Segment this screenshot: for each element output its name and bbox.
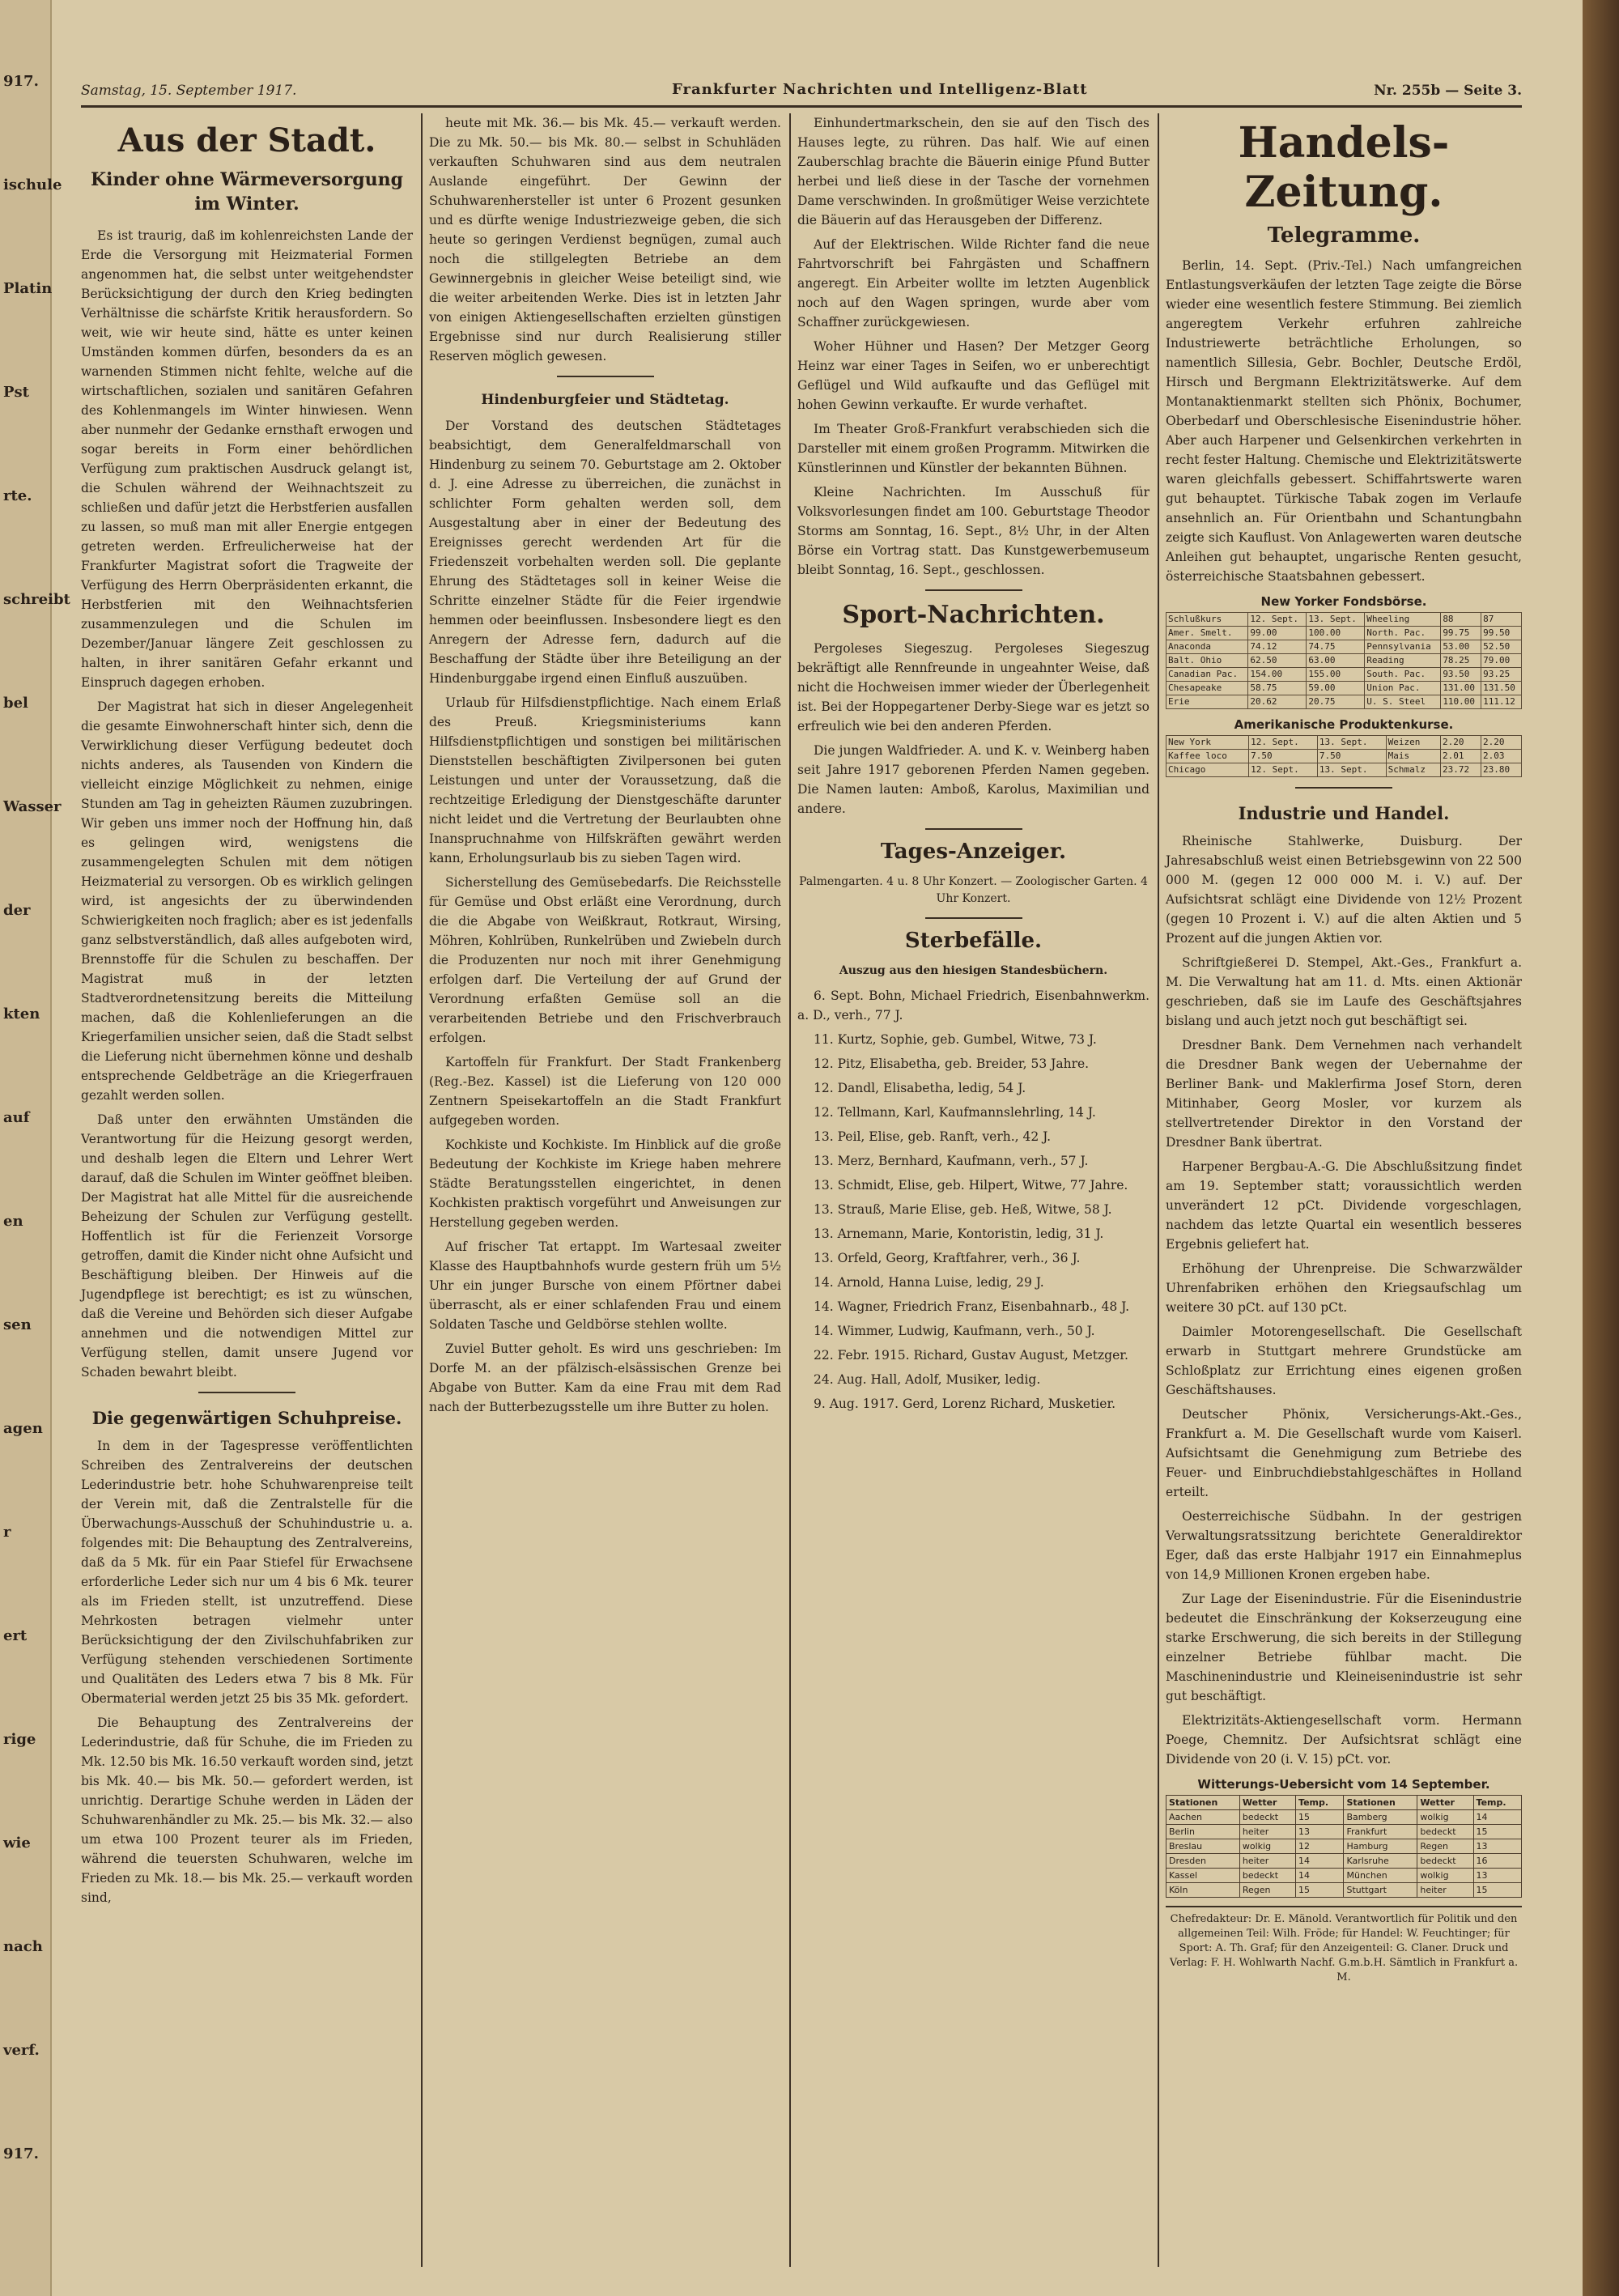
edge-fragment: r: [3, 1524, 11, 1541]
table-cell: Reading: [1365, 654, 1441, 668]
table-cell: 53.00: [1441, 640, 1481, 654]
death-entry: 12. Dandl, Elisabetha, ledig, 54 J.: [814, 1081, 1026, 1095]
weather-cell: bedeckt: [1239, 1810, 1295, 1825]
weather-cell: München: [1344, 1869, 1417, 1883]
table-cell: 20.75: [1307, 695, 1365, 709]
handels-zeitung-title: Handels-Zeitung.: [1238, 118, 1450, 217]
table-cell: 131.00: [1441, 682, 1481, 695]
table-cell: Amer. Smelt.: [1166, 627, 1248, 640]
table-cell: 7.50: [1317, 750, 1386, 763]
table-cell: 13. Sept.: [1307, 613, 1365, 627]
table-cell: 99.00: [1248, 627, 1307, 640]
weather-cell: heiter: [1239, 1825, 1295, 1839]
column-4: [1166, 113, 1522, 2267]
weather-cell: bedeckt: [1417, 1825, 1473, 1839]
article-paragraph: Die Behauptung des Zentralvereins der Lederindustrie, daß für Schuhe, die im Frieden zu Mk. 12.50 bis Mk. 16.50 verkauft worden sind, jetzt bis Mk. 40.— bis Mk. 50.— gefordert werden, ist unrichtig. Derartige Schuhe werden in Läden der Schuhwarenhändler zu Mk. 25.— bis Mk. 32.— also um etwa 100 Prozent teurer als im Frieden, während die teuersten Schuhwaren, welche im Frieden zu Mk. 18.— bis Mk. 25.— verkauft worden sind,: [81, 1716, 413, 1905]
weather-header-cell: Temp.: [1296, 1796, 1344, 1810]
article-paragraph: Auf frischer Tat ertappt. Im Wartesaal zweiter Klasse des Hauptbahnhofs wurde gestern früh um 5½ Uhr ein junger Bursche von einem Pförtner dabei überrascht, als er einer schlafenden Frau und einem Soldaten Tasche und Geldbörse stehlen wollte.: [429, 1239, 781, 1332]
death-entry: 12. Tellmann, Karl, Kaufmannslehrling, 14 J.: [814, 1105, 1096, 1120]
article-paragraph: Daß unter den erwähnten Umständen die Verantwortung für die Heizung gesorgt werden, und deshalb legen die Eltern und Lehrer Wert darauf, daß die Schulen im Winter geöffnet bleiben. Der Magistrat hat alle Mittel für die ausreichende Beheizung der Schulen zur Verfügung gestellt. Hoffentlich ist für die Ferienzeit Vorsorge getroffen, damit die Kinder nicht ohne Aufsicht und Beschäftigung bleiben. Der Hinweis auf die Jugendpflege ist berechtigt; es ist zu wünschen, daß die Vereine und Behörden sich dieser Aufgabe annehmen und die notwendigen Mittel zur Verfügung stellen, damit unsere Jugend vor Schaden bewahrt bleibt.: [81, 1112, 413, 1380]
weather-cell: wolkig: [1239, 1839, 1295, 1854]
column-3: [797, 113, 1149, 2267]
table-cell: Wheeling: [1365, 613, 1441, 627]
weather-row: [1166, 1883, 1522, 1898]
industrie-list: [1166, 831, 1522, 1769]
sport-section-title: Sport-Nachrichten.: [842, 601, 1105, 629]
tages-anzeiger-title: Tages-Anzeiger.: [880, 840, 1067, 864]
edge-fragment: ert: [3, 1627, 28, 1644]
edge-fragment: schreibt: [3, 591, 70, 608]
article-paragraph: heute mit Mk. 36.— bis Mk. 45.— verkauft werden. Die zu Mk. 50.— bis Mk. 80.— selbst in Schuhläden verkauften Schuhwaren sind aus dem neutralen Auslande eingeführt. Der Gewinn der Schuhwarenhersteller ist unter 6 Prozent gesunken und es dürfte wenige Industriezweige geben, die sich heute so geringen Verdienst begnügen, zumal auch noch die stillgelegten Betriebe an dem Gewinnergebnis in gleicher Weise beteiligt sind, wie die weiter arbeitenden Werke. Dies ist in letzten Jahr von einigen Aktiengesellschaften erzielten günstigen Ergebnisse sind nur durch Realisierung stiller Reserven möglich gewesen.: [429, 116, 781, 364]
table-row: [1166, 736, 1522, 750]
article-paragraph: Berlin, 14. Sept. (Priv.-Tel.) Nach umfangreichen Entlastungsverkäufen der letzten Tage zeigte die Börse wieder eine wesentlich festere Stimmung. Bei ziemlich angeregtem Verkehr erfuhren zahlreiche Industriewerte beträchtliche Erholungen, so namentlich Sillesia, Gebr. Bochler, Deutsche Erdöl, Hirsch und Bergmann Elektrizitätswerke. Auf dem Montanaktienmarkt stellten sich Phönix, Bochumer, Oberbedarf und Oberschlesische Eisenindustrie höher. Aber auch Harpener und Gelsenkirchen verkehrten in recht fester Haltung. Chemische und Elektrizitätswerte waren gleichfalls gebessert. Schiffahrtswerte waren gut behauptet. Türkische Tabak zogen im Verlaufe ansehnlich an. Für Orientbahn und Schantungbahn zeigte sich Kauflust. Von Anlagewerten waren deutsche Anleihen gut behauptet, ungarische Renten gesucht, österreichische Staatsbahnen gebessert.: [1166, 258, 1522, 584]
table-cell: 12. Sept.: [1249, 763, 1318, 777]
table-cell: Anaconda: [1166, 640, 1248, 654]
adjacent-page-edge: [0, 0, 70, 2296]
table-cell: 93.50: [1441, 668, 1481, 682]
table-cell: 23.72: [1440, 763, 1481, 777]
table-cell: 74.12: [1248, 640, 1307, 654]
weather-cell: Frankfurt: [1344, 1825, 1417, 1839]
produktenkurse-table: [1166, 735, 1522, 777]
death-entry: 24. Aug. Hall, Adolf, Musiker, ledig.: [814, 1372, 1041, 1387]
table-cell: 62.50: [1248, 654, 1307, 668]
weather-cell: wolkig: [1417, 1869, 1473, 1883]
article-paragraph: Die jungen Waldfrieder. A. und K. v. Weinberg haben seit Jahre 1917 geborenen Pferden Namen gegeben. Die Namen lauten: Amboß, Karolus, Maximilian und andere.: [797, 743, 1149, 816]
table-row: [1166, 668, 1522, 682]
divider: [1295, 787, 1392, 789]
article-paragraph: Rheinische Stahlwerke, Duisburg. Der Jahresabschluß weist einen Betriebsgewinn von 22 500 000 M. (gegen 12 000 000 M. i. V.) auf. Der Aufsichtsrat schlägt eine Dividende von 12½ Prozent (gegen 10 Prozent i. V.) auf die alten Aktien und 5 Prozent auf die jungen Aktien vor.: [1166, 834, 1522, 946]
table-cell: 78.25: [1441, 654, 1481, 668]
article-paragraph: Harpener Bergbau-A.-G. Die Abschlußsitzung findet am 19. September statt; voraussichtlich werden unverändert 12 pCt. Dividende vorgeschlagen, nachdem das letzte Quartal ein wesentlich besseres Ergebnis geliefert hat.: [1166, 1159, 1522, 1252]
table-row: [1166, 654, 1522, 668]
table-cell: 111.12: [1481, 695, 1522, 709]
article-paragraph: Woher Hühner und Hasen? Der Metzger Georg Heinz war einer Tages in Seifen, wo er unberechtigt Geflügel und Wild aufkaufte und das Geflügel mit hohen Gewinn verkaufte. Er wurde verhaftet.: [797, 339, 1149, 412]
weather-cell: bedeckt: [1239, 1869, 1295, 1883]
table-cell: 13. Sept.: [1317, 763, 1386, 777]
weather-cell: 15: [1296, 1810, 1344, 1825]
weather-header-row: [1166, 1796, 1522, 1810]
weather-row: [1166, 1854, 1522, 1869]
table-cell: 88: [1441, 613, 1481, 627]
edge-fragment: auf: [3, 1109, 30, 1126]
fondsboerse-table: [1166, 612, 1522, 709]
weather-cell: 13: [1473, 1839, 1521, 1854]
article-paragraph: Im Theater Groß-Frankfurt verabschieden sich die Darsteller mit einem großen Programm. Mitwirken die Künstlerinnen und Künstler der bekannten Bühnen.: [797, 422, 1149, 475]
sterbefaelle-title: Sterbefälle.: [904, 929, 1043, 953]
table-cell: 23.80: [1481, 763, 1521, 777]
article-paragraph: Oesterreichische Südbahn. In der gestrigen Verwaltungsratssitzung berichtete Generaldirektor Eger, daß das erste Halbjahr 1917 ein Einnahmeplus von 14,9 Millionen Kronen ergeben habe.: [1166, 1509, 1522, 1582]
table-cell: 63.00: [1307, 654, 1365, 668]
death-entry: 22. Febr. 1915. Richard, Gustav August, Metzger.: [814, 1348, 1128, 1363]
article-paragraph: Daimler Motorengesellschaft. Die Gesellschaft erwarb in Stuttgart mehrere Grundstücke am Schloßplatz zur Errichtung eines eigenen großen Geschäftshauses.: [1166, 1324, 1522, 1397]
table-row: [1166, 613, 1522, 627]
article-paragraph: Elektrizitäts-Aktiengesellschaft vorm. Hermann Poege, Chemnitz. Der Aufsichtsrat schlägt eine Dividende von 20 (i. V. 15) pCt. vor.: [1166, 1713, 1522, 1767]
table-cell: 154.00: [1248, 668, 1307, 682]
weather-cell: 12: [1296, 1839, 1344, 1854]
article-paragraph: Der Vorstand des deutschen Städtetages beabsichtigt, dem Generalfeldmarschall von Hindenburg zu seinem 70. Geburtstage am 2. Oktober d. J. eine Adresse zu überreichen, die zunächst in schlichter Form gehalten werden soll, dem Ausgestaltung aber in einer der Bedeutung des Ereignisses gerecht werdenden Art für die Friedenszeit vorbehalten werden soll. Die geplante Ehrung des Städtetages soll in keiner Weise die Schritte einzelner Städte für die Feier irgendwie hemmen oder beeinflussen. Insbesondere liegt es den Anregern der Adresse fern, dadurch auf die Beschaffung der Städte über ihre Beteiligung an der Hindenburggabe irgend einen Einfluß auszuüben.: [429, 419, 781, 686]
weather-cell: Hamburg: [1344, 1839, 1417, 1854]
death-entry: 14. Arnold, Hanna Luise, ledig, 29 J.: [814, 1275, 1044, 1290]
table-cell: 59.00: [1307, 682, 1365, 695]
table-cell: Balt. Ohio: [1166, 654, 1248, 668]
weather-cell: Berlin: [1166, 1825, 1240, 1839]
death-entry: 13. Orfeld, Georg, Kraftfahrer, verh., 36 J.: [814, 1251, 1081, 1265]
telegramme-title: Telegramme.: [1267, 223, 1421, 248]
table-cell: 79.00: [1481, 654, 1522, 668]
edge-fragment: bel: [3, 695, 28, 712]
weather-row: [1166, 1810, 1522, 1825]
weather-cell: 15: [1473, 1825, 1521, 1839]
weather-cell: Kassel: [1166, 1869, 1240, 1883]
table-cell: 7.50: [1249, 750, 1318, 763]
weather-cell: 14: [1473, 1810, 1521, 1825]
table-cell: 58.75: [1248, 682, 1307, 695]
table-cell: 74.75: [1307, 640, 1365, 654]
weather-table: [1166, 1795, 1522, 1898]
divider: [925, 589, 1022, 591]
book-binding-edge: [1583, 0, 1619, 2296]
edge-fragment: wie: [3, 1835, 31, 1852]
section-title: Aus der Stadt.: [117, 121, 376, 159]
weather-header-cell: Wetter: [1417, 1796, 1473, 1810]
table-row: [1166, 750, 1522, 763]
weather-cell: wolkig: [1417, 1810, 1473, 1825]
weather-cell: heiter: [1239, 1854, 1295, 1869]
weather-row: [1166, 1869, 1522, 1883]
table-cell: Pennsylvania: [1365, 640, 1441, 654]
table-row: [1166, 627, 1522, 640]
edge-fragment: ischule: [3, 176, 62, 193]
table-cell: 155.00: [1307, 668, 1365, 682]
table-cell: Weizen: [1386, 736, 1440, 750]
death-entry: 12. Pitz, Elisabetha, geb. Breider, 53 Jahre.: [814, 1057, 1090, 1071]
column-rule: [421, 113, 423, 2267]
edge-fragment: kten: [3, 1006, 40, 1023]
edge-fragment: 917.: [3, 73, 39, 90]
page-header: [81, 79, 1522, 108]
article-paragraph: Schriftgießerei D. Stempel, Akt.-Ges., Frankfurt a. M. Die Verwaltung hat am 11. d. Mts. einen Aktionär geschrieben, daß sie im Laufe des Geschäftsjahres bislang und auch jetzt noch gut beschäftigt sei.: [1166, 955, 1522, 1028]
table-cell: Erie: [1166, 695, 1248, 709]
table-cell: 2.01: [1440, 750, 1481, 763]
weather-row: [1166, 1825, 1522, 1839]
article-title: Kinder ohne Wärmeversorgung: [90, 169, 404, 190]
death-entry: 13. Arnemann, Marie, Kontoristin, ledig, 31 J.: [814, 1227, 1104, 1241]
weather-cell: Karlsruhe: [1344, 1854, 1417, 1869]
table-cell: North. Pac.: [1365, 627, 1441, 640]
table-cell: Canadian Pac.: [1166, 668, 1248, 682]
table-cell: 110.00: [1441, 695, 1481, 709]
death-entry: 13. Schmidt, Elise, geb. Hilpert, Witwe, 77 Jahre.: [814, 1178, 1128, 1193]
table-row: [1166, 682, 1522, 695]
column-2: [429, 113, 781, 2267]
edge-fragment: rige: [3, 1731, 36, 1748]
weather-cell: 14: [1296, 1869, 1344, 1883]
table-cell: U. S. Steel: [1365, 695, 1441, 709]
table-cell: 93.25: [1481, 668, 1522, 682]
table-cell: Schmalz: [1386, 763, 1440, 777]
weather-cell: Bamberg: [1344, 1810, 1417, 1825]
column-rule: [789, 113, 791, 2267]
table-cell: Chesapeake: [1166, 682, 1248, 695]
edge-fragment: Pst: [3, 384, 29, 401]
divider: [557, 376, 654, 377]
weather-title: Witterungs-Uebersicht vom 14 September.: [1197, 1777, 1490, 1792]
table-row: [1166, 640, 1522, 654]
industrie-title: Industrie und Handel.: [1238, 803, 1450, 823]
table-cell: 2.03: [1481, 750, 1521, 763]
table-title: Amerikanische Produktenkurse.: [1234, 717, 1454, 732]
table-cell: Mais: [1386, 750, 1440, 763]
column-rule: [1158, 113, 1159, 2267]
weather-cell: 13: [1473, 1869, 1521, 1883]
table-cell: Kaffee loco: [1166, 750, 1249, 763]
table-cell: 131.50: [1481, 682, 1522, 695]
sterbefaelle-subtitle: Auszug aus den hiesigen Standesbüchern.: [839, 964, 1108, 977]
edge-fragment: agen: [3, 1420, 43, 1437]
divider: [925, 917, 1022, 919]
article-paragraph: Zuviel Butter geholt. Es wird uns geschrieben: Im Dorfe M. an der pfälzisch-elsässischen Grenze bei Abgabe von Butter. Kam da eine Frau mit dem Rad nach der Butterbezugsstelle um ihre Butter zu holen.: [429, 1341, 781, 1414]
page-number: Nr. 255b — Seite 3.: [1374, 83, 1522, 99]
table-cell: 20.62: [1248, 695, 1307, 709]
weather-header-cell: Temp.: [1473, 1796, 1521, 1810]
table-cell: 12. Sept.: [1248, 613, 1307, 627]
masthead: Frankfurter Nachrichten und Intelligenz-Blatt: [672, 81, 1088, 98]
table-cell: 12. Sept.: [1249, 736, 1318, 750]
article-paragraph: Kochkiste und Kochkiste. Im Hinblick auf die große Bedeutung der Kochkiste im Kriege haben mehrere Städte Beratungsstellen eingerichtet, in denen Kochkisten praktisch vorgeführt und Anweisungen zur Herstellung gegeben werden.: [429, 1137, 781, 1230]
article-title: Hindenburgfeier und Städtetag.: [481, 392, 729, 408]
weather-cell: Regen: [1239, 1883, 1295, 1898]
article-paragraph: Pergoleses Siegeszug. Pergoleses Siegeszug bekräftigt alle Rennfreunde in ungeahnter Weise, daß nicht die Hochweisen immer wieder der Überlegenheit ist. Bei der Hoppegartener Derby-Siege war es jetzt so erfreulich wie bei den anderen Pferden.: [797, 641, 1149, 733]
article-title-line2: im Winter.: [194, 193, 300, 215]
issue-date: Samstag, 15. September 1917.: [81, 83, 297, 99]
weather-cell: Regen: [1417, 1839, 1473, 1854]
weather-row: [1166, 1839, 1522, 1854]
weather-header-cell: Stationen: [1344, 1796, 1417, 1810]
tages-anzeiger-text: Palmengarten. 4 u. 8 Uhr Konzert. — Zoologischer Garten. 4 Uhr Konzert.: [799, 875, 1148, 905]
death-entry: 13. Strauß, Marie Elise, geb. Heß, Witwe, 58 J.: [814, 1202, 1112, 1217]
table-cell: 2.20: [1440, 736, 1481, 750]
table-row: [1166, 763, 1522, 777]
weather-cell: 15: [1473, 1883, 1521, 1898]
divider: [925, 828, 1022, 830]
death-entry: 14. Wimmer, Ludwig, Kaufmann, verh., 50 J.: [814, 1324, 1095, 1338]
edge-fragment: en: [3, 1213, 23, 1230]
table-cell: Union Pac.: [1365, 682, 1441, 695]
sterbefaelle-list: [797, 986, 1149, 1414]
edge-fragment: nach: [3, 1938, 43, 1955]
weather-header-cell: Stationen: [1166, 1796, 1240, 1810]
death-entry: 14. Wagner, Friedrich Franz, Eisenbahnarb., 48 J.: [814, 1299, 1130, 1314]
death-entry: 11. Kurtz, Sophie, geb. Gumbel, Witwe, 73 J.: [814, 1032, 1097, 1047]
article-paragraph: Der Magistrat hat sich in dieser Angelegenheit die gesamte Einwohnerschaft hinter sich, denn die Verwirklichung dieser Verfügung bedeutet doch nichts anderes, als Tausenden von Kindern die vielleicht einzige Möglichkeit zu nehmen, einige Stunden am Tag in geheizten Räumen zuzubringen. Wir geben uns immer noch der Hoffnung hin, daß es gelingen wird, wenigstens die zusammengelegten Schulen mit dem nötigen Heizmaterial zu versorgen. Ob es wirklich gelingen wird, ist angesichts der zu überwindenden Schwierigkeiten noch fraglich; aber es ist jedenfalls ganz selbstverständlich, daß alles aufgeboten wird, Brennstoffe für die Schulen zu beschaffen. Der Magistrat muß in der letzten Stadtverordnetensitzung bereits die Mitteilung machen, daß die Kohlenlieferungen an die Kriegerfamilien unsicher seien, daß die Stadt selbst die Lieferung nicht übernehmen könne und deshalb entsprechende Geldbeträge an die Kriegerfrauen gezahlt werden sollen.: [81, 699, 413, 1103]
table-cell: 52.50: [1481, 640, 1522, 654]
edge-fragment: Wasser: [3, 798, 62, 815]
weather-cell: Aachen: [1166, 1810, 1240, 1825]
table-cell: 99.50: [1481, 627, 1522, 640]
table-cell: 13. Sept.: [1317, 736, 1386, 750]
death-entry: 13. Merz, Bernhard, Kaufmann, verh., 57 J.: [814, 1154, 1089, 1168]
table-title: New Yorker Fondsbörse.: [1260, 594, 1427, 609]
article-paragraph: Dresdner Bank. Dem Vernehmen nach verhandelt die Dresdner Bank wegen der Uebernahme der Berliner Bank- und Maklerfirma Josef Storn, deren Mitinhaber, Georg Mosler, vor kurzem als stellvertretender Direktor in den Vorstand der Dresdner Bank übertrat.: [1166, 1038, 1522, 1150]
article-paragraph: Zur Lage der Eisenindustrie. Für die Eisenindustrie bedeutet die Einschränkung der Kokserzeugung eine starke Erschwerung, die sich bereits in der Stillegung einzelner Betriebe fühlbar macht. Die Maschinenindustrie und Kleineisenindustrie ist sehr gut beschäftigt.: [1166, 1592, 1522, 1703]
article-paragraph: Urlaub für Hilfsdienstpflichtige. Nach einem Erlaß des Preuß. Kriegsministeriums kann Hilfsdienstpflichtigen und sonstigen bei militärischen Dienststellen beschäftigten Zivilpersonen bei guten Leistungen und unter der Voraussetzung, daß die rechtzeitige Erledigung der Dienstgeschäfte darunter nicht leidet und die Vertretung der Beurlaubten ohne Inanspruchnahme von Hilfskräften gewährt werden kann, Erholungsurlaub bis zu sieben Tagen wird.: [429, 695, 781, 865]
article-paragraph: Auf der Elektrischen. Wilde Richter fand die neue Fahrtvorschrift bei Fahrgästen und Schaffnern angeregt. Ein Arbeiter wollte im letzten Augenblick noch auf den Wagen springen, wurde aber vom Schaffner zurückgewiesen.: [797, 237, 1149, 330]
edge-fragment: Platin: [3, 280, 53, 297]
weather-cell: 13: [1296, 1825, 1344, 1839]
table-cell: South. Pac.: [1365, 668, 1441, 682]
imprint: Chefredakteur: Dr. E. Mänold. Verantwortlich für Politik und den allgemeinen Teil: Wilh. Fröde; für Handel: W. Feuchtinger; für Sport: A. Th. Graf; für den Anzeigenteil: G. Claner. Druck und Verlag: F. H. Wohlwarth Nachf. G.m.b.H. Sämtlich in Frankfurt a. M.: [1166, 1906, 1522, 1985]
edge-fragment: der: [3, 902, 31, 919]
article-paragraph: Es ist traurig, daß im kohlenreichsten Lande der Erde die Versorgung mit Heizmaterial Formen angenommen hat, die selbst unter weitgehendster Berücksichtigung der durch den Krieg bedingten Verhältnisse die schärfste Kritik herausfordern. So weit, wie wir heute sind, hätte es unter keinen Umständen kommen dürfen, besonders da es an warnenden Stimmen nicht fehlte, welche auf die wirtschaftlichen, sozialen und sanitären Gefahren des Kohlenmangels im Winter hinwiesen. Wenn aber nunmehr der Gedanke ernsthaft erwogen und sogar bereits in Form einer behördlichen Verfügung zum praktischen Ausdruck gelangt ist, die Schulen während der Weihnachtszeit zu schließen und dafür jetzt die Herbstferien ausfallen zu lassen, so muß man mit aller Energie entgegen getreten werden. Erfreulicherweise hat der Frankfurter Magistrat sofort die Tragweite der Verfügung des Herrn Oberpräsidenten erkannt, die Herbstferien mit den Weihnachtsferien zusammenzulegen und die Schulen im Dezember/Januar längere Zeit geschlossen zu halten, in ihrer sanitären Gefahr erkannt und Einspruch dagegen erhoben.: [81, 228, 413, 690]
death-entry: 6. Sept. Bohn, Michael Friedrich, Eisenbahnwerkm. a. D., verh., 77 J.: [797, 989, 1149, 1023]
article-paragraph: Sicherstellung des Gemüsebedarfs. Die Reichsstelle für Gemüse und Obst erläßt eine Verordnung, durch die die Abgabe von Weißkraut, Rotkraut, Wirsing, Möhren, Kohlrüben, Runkelrüben und Zwiebeln durch die Produzenten nur noch mit ihrer Genehmigung erfolgen darf. Die Verteilung der auf Grund der Verordnung erfaßten Gemüse soll an die verarbeitenden Betriebe und den Frischverbrauch erfolgen.: [429, 875, 781, 1045]
article-paragraph: Einhundertmarkschein, den sie auf den Tisch des Hauses legte, zu rühren. Das half. Wie auf einen Zauberschlag brachte die Bäuerin einige Pfund Butter herbei und ließ diese in der Tasche der vornehmen Dame verschwinden. In großmütiger Weise verzichtete die Bäuerin auf das Herausgeben der Differenz.: [797, 116, 1149, 227]
article-paragraph: Erhöhung der Uhrenpreise. Die Schwarzwälder Uhrenfabriken erhöhen den Kriegsaufschlag um weitere 30 pCt. auf 130 pCt.: [1166, 1261, 1522, 1315]
table-cell: New York: [1166, 736, 1249, 750]
death-entry: 13. Peil, Elise, geb. Ranft, verh., 42 J.: [814, 1129, 1052, 1144]
weather-cell: 16: [1473, 1854, 1521, 1869]
article-paragraph: Kartoffeln für Frankfurt. Der Stadt Frankenberg (Reg.-Bez. Kassel) ist die Lieferung von 120 000 Zentnern Speisekartoffeln an die Stadt Frankfurt aufgegeben worden.: [429, 1055, 781, 1128]
weather-cell: heiter: [1417, 1883, 1473, 1898]
article-paragraph: Deutscher Phönix, Versicherungs-Akt.-Ges., Frankfurt a. M. Die Gesellschaft wurde vom Kaiserl. Aufsichtsamt die Genehmigung zum Betriebe des Feuer- und Einbruchdiebstahlgeschäftes in Holland erteilt.: [1166, 1407, 1522, 1499]
weather-header-cell: Wetter: [1239, 1796, 1295, 1810]
weather-cell: bedeckt: [1417, 1854, 1473, 1869]
table-cell: 99.75: [1441, 627, 1481, 640]
weather-cell: Stuttgart: [1344, 1883, 1417, 1898]
divider: [198, 1392, 295, 1393]
weather-cell: Breslau: [1166, 1839, 1240, 1854]
column-1: [81, 113, 413, 2267]
table-row: [1166, 695, 1522, 709]
table-cell: 2.20: [1481, 736, 1521, 750]
table-cell: 100.00: [1307, 627, 1365, 640]
table-cell: Schlußkurs: [1166, 613, 1248, 627]
table-cell: 87: [1481, 613, 1522, 627]
weather-cell: 15: [1296, 1883, 1344, 1898]
article-paragraph: Kleine Nachrichten. Im Ausschuß für Volksvorlesungen findet am 100. Geburtstage Theodor Storms am Sonntag, 16. Sept., 8½ Uhr, in der Alten Börse ein Vortrag statt. Das Kunstgewerbemuseum bleibt Sonntag, 16. Sept., geschlossen.: [797, 485, 1149, 577]
weather-cell: Dresden: [1166, 1854, 1240, 1869]
article-title: Die gegenwärtigen Schuhpreise.: [91, 1408, 402, 1428]
article-paragraph: In dem in der Tagespresse veröffentlichten Schreiben des Zentralvereins der deutschen Lederindustrie betr. hohe Schuhwarenpreise teilt der Verein mit, daß die Zentralstelle für die Überwachungs-Ausschuß der Schuhindustrie u. a. folgendes mit: Die Behauptung des Zentralvereins, daß da 5 Mk. für ein Paar Stiefel für Erwachsene erforderliche Leder sich nur um 4 bis 6 Mk. teurer als im Frieden stellt, ist unzutreffend. Diese Mehrkosten betragen vielmehr unter Berücksichtigung der den Zivilschuhfabriken zur Verfügung stehenden verschiedenen Sortimente und Qualitäten des Leders etwa 7 bis 8 Mk. Für Obermaterial werden jetzt 25 bis 35 Mk. gefordert.: [81, 1439, 413, 1706]
edge-fragment: rte.: [3, 487, 32, 504]
weather-cell: Köln: [1166, 1883, 1240, 1898]
edge-fragment: 917.: [3, 2145, 39, 2162]
edge-fragment: verf.: [3, 2042, 40, 2059]
weather-cell: 14: [1296, 1854, 1344, 1869]
death-entry: 9. Aug. 1917. Gerd, Lorenz Richard, Musketier.: [814, 1397, 1116, 1411]
edge-fragment: sen: [3, 1316, 32, 1333]
table-cell: Chicago: [1166, 763, 1249, 777]
